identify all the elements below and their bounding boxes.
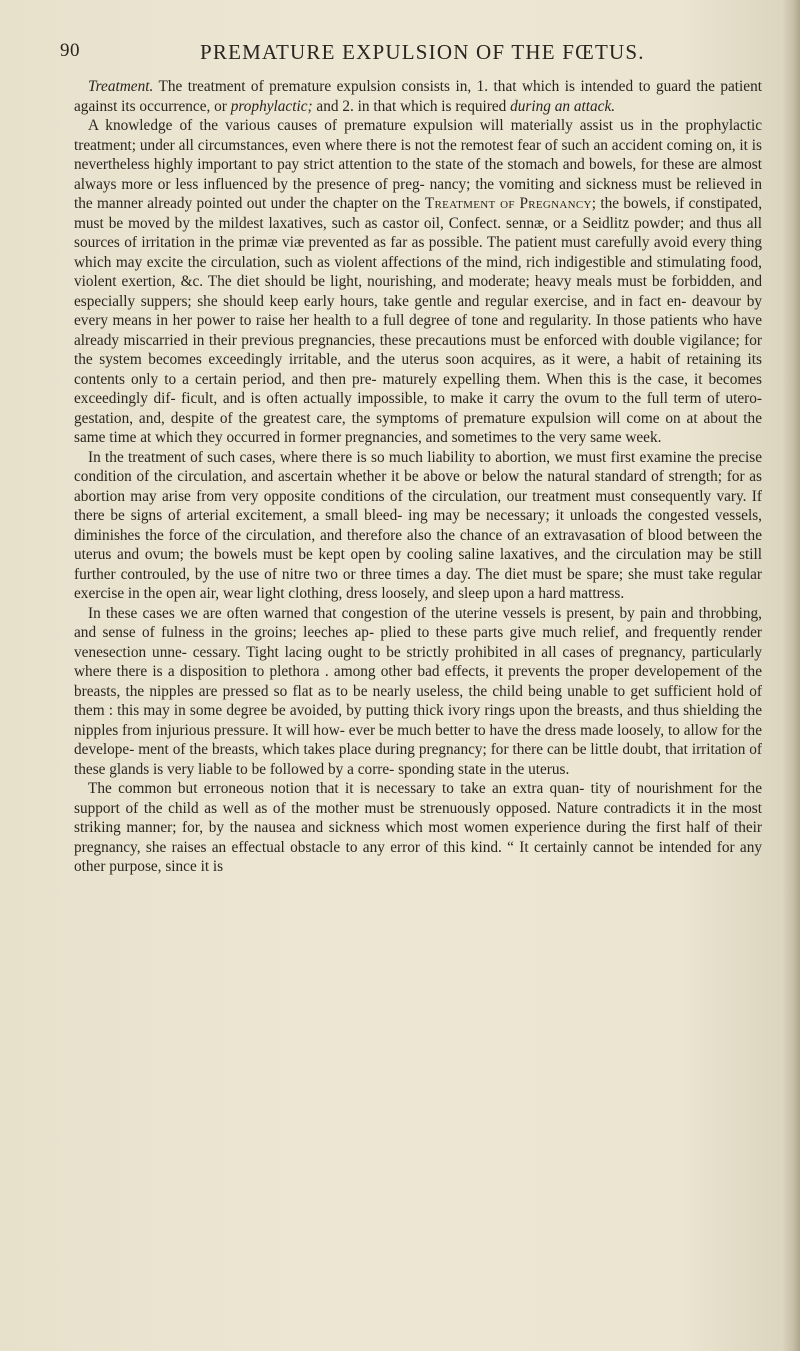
- paragraph-circulation: In the treatment of such cases, where there is so much liability to abortion, we must first examine the precise condition of the circulation, and ascertain whether it be above or below the natural standard of strength; for as abortion may arise from very opposite conditions of the circulation, our treatment must consequently vary. If there be signs of arterial excitement, a small bleed- ing may be necessary; it unloads the congested vessels, diminishes the force of the circulation, and therefore also the chance of an extravasation of blood between the uterus and ovum; the bowels must be kept open by cooling saline laxatives, and the circulation may be still further controuled, by the use of nitre two or three times a day. The diet must be spare; she must take regular exercise in the open air, wear light clothing, dress loosely, and sleep upon a hard mattress.: [74, 448, 762, 602]
- page-header: [60, 40, 760, 70]
- page-edge-shadow: [782, 0, 800, 1351]
- paragraph-prophylactic: A knowledge of the various causes of premature expulsion will materially assist us in the prophylactic treatment; under all circumstances, even where there is not the remotest fear of such an accident coming on, it is nevertheless highly important to pay strict attention to the state of the stomach and bowels, for these are almost always more or less influenced by the presence of preg- nancy; the vomiting and sickness must be relieved in the manner already pointed out under the chapter on the Treatment of Pregnancy; the bowels, if constipated, must be moved by the mildest laxatives, such as castor oil, Confect. sennæ, or a Seidlitz powder; and thus all sources of irritation in the primæ viæ prevented as far as possible. The patient must carefully avoid every thing which may excite the circulation, such as violent affections of the mind, rich indigestible and stimulating food, violent exertion, &c. The diet should be light, nourishing, and moderate; heavy meals must be forbidden, and especially suppers; she should keep early hours, take gentle and regular exercise, and in fact en- deavour by every means in her power to raise her health to a full degree of tone and regularity. In those patients who have already miscarried in their previous pregnancies, these precautions must be enforced with double vigilance; for the system becomes exceedingly irritable, and the uterus soon acquires, as it were, a habit of retaining its contents only to a certain period, and then pre- maturely expelling them. When this is the case, it becomes exceedingly dif- ficult, and is often actually impossible, to make it carry the ovum to the full term of utero-gestation, and, despite of the greatest care, the symptoms of premature expulsion will come on at about the same time at which they occurred in former pregnancies, and sometimes to the very same week.: [74, 117, 763, 446]
- paragraph-treatment-intro: Treatment. The treatment of premature expulsion consists in, 1. that which is intended to guard the patient against its occurrence, or prophylactic; and 2. in that which is required during an attack.: [74, 78, 762, 115]
- body-text: [74, 77, 762, 877]
- paragraph-nourishment: The common but erroneous notion that it is necessary to take an extra quan- tity of nourishment for the support of the child as well as of the mother must be strenuously opposed. Nature contradicts it in the most striking manner; for, by the nausea and sickness which most women experience during the first half of their pregnancy, she raises an effectual obstacle to any error of this kind. “ It certainly cannot be intended for any other purpose, since it is: [74, 780, 762, 875]
- running-head: PREMATURE EXPULSION OF THE FŒTUS.: [200, 40, 645, 64]
- cross-reference: Treatment of Pregnancy: [424, 195, 592, 212]
- section-lead: Treatment.: [88, 78, 154, 95]
- page-number: 90: [60, 40, 80, 61]
- paragraph-congestion: In these cases we are often warned that congestion of the uterine vessels is present, by pain and throbbing, and sense of fulness in the groins; leeches ap- plied to these parts give much relief, and frequently render venesection unne- cessary. Tight lacing ought to be strictly prohibited in all cases of pregnancy, particularly where there is a disposition to plethora . among other bad effects, it prevents the proper developement of the breasts, the nipples are pressed so flat as to be nearly useless, the child being unable to get sufficient hold of them : this may in some degree be avoided, by putting thick ivory rings upon the breasts, and thus shielding the nipples from injurious pressure. It will how- ever be much better to have the dress made loosely, to allow for the develope- ment of the breasts, which takes place during pregnancy; for there can be little doubt, that irritation of these glands is very liable to be followed by a corre- sponding state in the uterus.: [74, 604, 762, 778]
